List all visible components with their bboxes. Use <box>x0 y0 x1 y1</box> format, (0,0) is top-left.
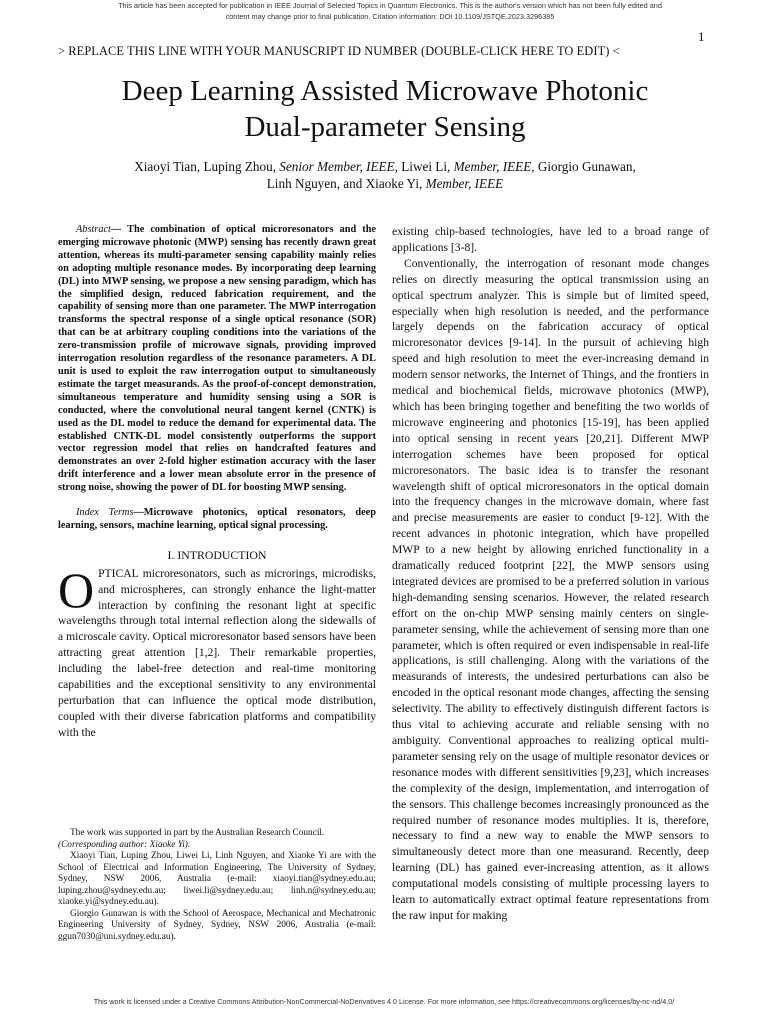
author-names: , Giorgio Gunawan, <box>531 159 636 174</box>
intro-text: PTICAL microresonators, such as microrings, microdisks, and microspheres, can strongly enhance the light-matter interaction by confining the resonant light at specific wavelengths through total internal reflection along the sidewalls of a microscale cavity. Optical microresonator based sensors have been attracting great attention [1,2]. Their remarkable properties, including the label-free detection and real-time monitoring capabilities and the exceptional sensitivity to any environmental perturbation that can influence the optical mode distribution, coupled with their diverse fabrication platforms and compatibility with the <box>58 566 376 739</box>
abstract <box>58 224 376 495</box>
right-column <box>392 224 709 924</box>
funding-text: The work was supported in part by the Australian Research Council. <box>70 828 325 838</box>
publication-banner <box>60 0 720 22</box>
section-heading: I. INTRODUCTION <box>167 547 267 562</box>
paper-title <box>40 73 730 145</box>
index-terms-text: —Microwave photonics, optical resonators, deep learning, sensors, machine learning, optical signal processing. <box>58 507 376 531</box>
footnote-affiliation-2: Giorgio Gunawan is with the School of Aerospace, Mechanical and Mechatronic Engineering University of Sydney, Sydney, NSW 2006, Australia (e-mail: ggun7030@uni.sydney.edu.au). <box>58 908 376 942</box>
index-terms-label: Index Terms <box>76 507 134 519</box>
footnote-affiliation-1: Xiaoyi Tian, Luping Zhou, Liwei Li, Linh Nguyen, and Xiaoke Yi are with the School of Electrical and Information Engineering, The University of Sydney, Sydney, NSW 2006, Australia (e-mail: xiaoyi.tian@sydney.edu.au; luping.zhou@sydney.edu.au; liwei.li@sydney.edu.au; linh.n@sydney.edu.au; xiaoke.yi@sydney.edu.au). <box>58 851 376 907</box>
manuscript-id-placeholder[interactable]: > REPLACE THIS LINE WITH YOUR MANUSCRIPT ID NUMBER (DOUBLE-CLICK HERE TO EDIT) < <box>58 44 620 58</box>
title-line-2: Dual-parameter Sensing <box>244 111 526 143</box>
footnote <box>58 828 376 943</box>
author-names: Xiaoyi Tian, Luping Zhou, <box>134 159 280 174</box>
author-role: Senior Member, IEEE <box>279 159 395 174</box>
abstract-text: — The combination of optical microresonators and the emerging microwave photonic (MWP) sensing has recently drawn great attention, whereas its multi-parameter sensing capability mainly relies on adopting multiple resonance modes. By incorporating deep learning (DL) into MWP sensing, we propose a new sensing paradigm, which has the simplified design, reduced fabrication requirement, and the capability of sensing more than one parameter. The MWP interrogation transforms the spectral response of a single optical resonance (SOR) that can be at arbitrary coupling conditions into the variations of the zero-transmission profile of microwave signals, providing improved interrogation resolution regardless of the resonance parameters. A DL unit is used to exploit the raw interrogation output to simultaneously estimate the target measurands. As the proof-of-concept demonstration, simultaneous temperature and humidity sensing using a SOR is conducted, where the convolutional neural tangent kernel (CNTK) is used as the DL model to reduce the demand for experimental data. The established CNTK-DL model consistently outperforms the support vector regression model that relies on handcrafted features and demonstrates an over 2-fold higher estimation accuracy with the laser drift interference and a lower mean absolute error in the presence of strong noise, showing the power of DL for boosting MWP sensing. <box>58 224 376 494</box>
index-terms <box>58 507 376 533</box>
author-role: Member, IEEE <box>425 176 504 191</box>
author-line-1 <box>40 158 730 175</box>
page-number: 1 <box>698 29 705 44</box>
author-role: Member, IEEE <box>453 159 532 174</box>
corresponding-author: (Corresponding author: Xiaoke Yi). <box>58 839 191 850</box>
left-column <box>58 224 376 741</box>
author-names: Linh Nguyen, and Xiaoke Yi, <box>266 176 426 191</box>
body-paragraph: existing chip-based technologies, have led to a broad range of applications [3-8]. <box>392 225 709 254</box>
author-line-2 <box>40 175 730 192</box>
drop-cap: O <box>58 561 95 618</box>
abstract-label: Abstract <box>76 224 111 235</box>
title-line-1: Deep Learning Assisted Microwave Photonic <box>121 75 649 107</box>
license-footer: This work is licensed under a Creative Commons Attribution-NonCommercial-NoDerivatives 4.0 License. For more information, see https://creativecommons.org/licenses/by-nc-nd/4.0/ <box>93 997 675 1006</box>
author-names: , Liwei Li, <box>394 159 454 174</box>
body-paragraph: Conventionally, the interrogation of resonant mode changes relies on directly measuring the optical transmission using an optical spectrum analyzer. This is simple but of limited speed, especially when high resolution is needed, and the performance largely depends on the fabrication accuracy of optical microresonator devices [9-14]. In the pursuit of achieving high speed and high resolution to meet the ever-increasing demand in modern sensor networks, the Internet of Things, and the frontiers in medical and biochemical fields, microwave photonics (MWP), which has been bringing together and benefiting the two worlds of microwave engineering and photonics [15-19], has been applied into optical sensing in recent years [20,21]. Different MWP interrogation schemes have been proposed for optical microresonators. The basic idea is to transfer the resonant wavelength shift of optical microresonators in the optical domain into the frequency changes in the microwave domain, where fast and precise measurements are easier to conduct [9-12]. With the recent advances in photonic integration, which have propelled MWP to a new height by allowing enriched functionality in a dramatically reduced footprint [22], the MWP sensors using integrated devices are promised to be a preferred solution in various high-demanding sensing scenarios. However, the related research effort on the on-chip MWP sensing mainly centers on single-parameter sensing, while the achievement of sensing more than one parameter, which is often required or even indispensable in real-life applications, is still challenging. Along with the variations of the measurands of interests, the undesired perturbations can also be encoded in the optical resonant mode changes, affecting the sensing selectivity. The ability to effectively distinguish different factors is thus vital to achieving accurate and reliable sensing with no ambiguity. Conventional approaches to realizing optical multi-parameter sensing rely on the usage of multiple resonator devices or resonance modes with different sensitivities [9,23], which increases the complexity of the design, implementation, and interrogation of the sensors. This challenge becomes increasingly pronounced as the required number of resonance modes multiplies. It is, therefore, necessary to find a new way to enable the MWP sensors to simultaneously detect more than one measurand. Recently, deep learning (DL) has gained ever-increasing attention, as it allows computational models consisting of multiple processing layers to learn to automatically extract optimal feature representations from the raw input for making <box>392 256 709 922</box>
banner-line-1: This article has been accepted for publication in IEEE Journal of Selected Topics in Quantum Electronics. This is the author's version which has not been fully edited and <box>118 1 662 10</box>
footnote-funding <box>58 828 376 851</box>
author-list <box>40 158 730 192</box>
banner-line-2: content may change prior to final publication. Citation information: DOI 10.1109/JSTQE.2023.3296385 <box>225 12 555 21</box>
intro-paragraph <box>58 561 376 741</box>
